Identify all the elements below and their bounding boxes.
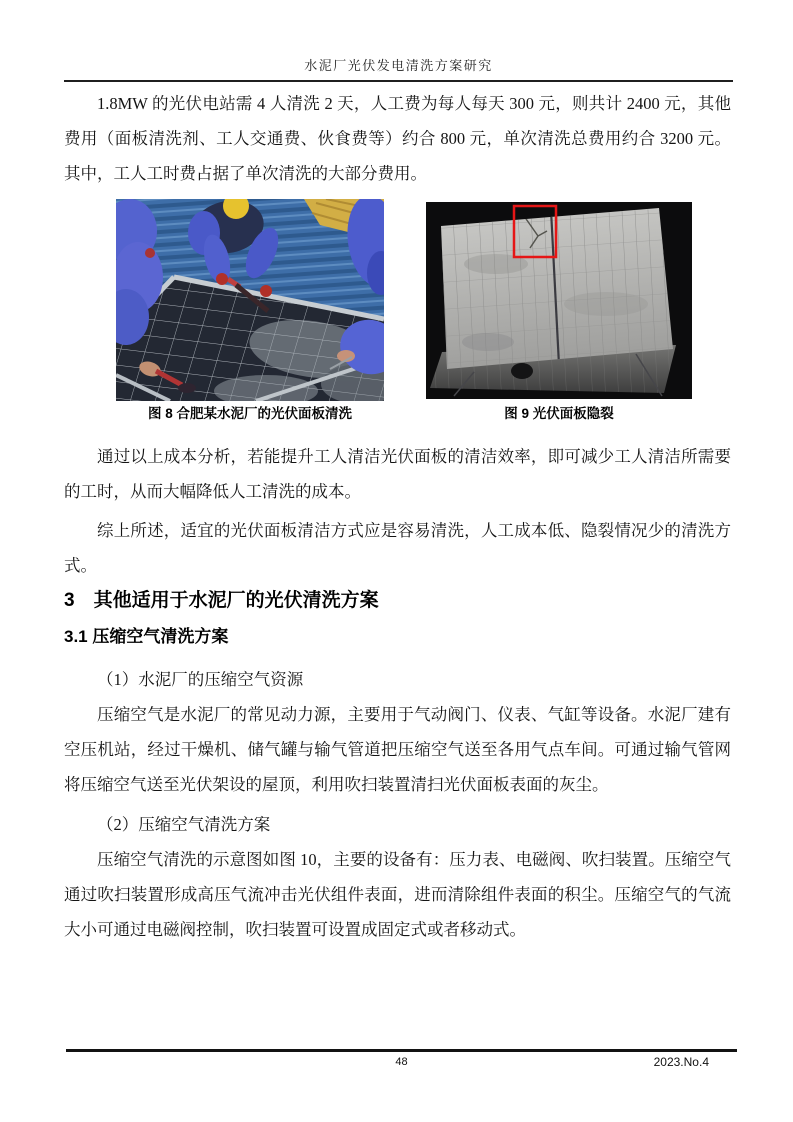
- paragraph-summary: 综上所述，适宜的光伏面板清洁方式应是容易清洗，人工成本低、隐裂情况少的清洗方式。: [64, 521, 731, 575]
- item1-title: （1）水泥厂的压缩空气资源: [97, 670, 304, 689]
- figure-8: [116, 199, 384, 423]
- paragraph-cost: 1.8MW 的光伏电站需 4 人清洗 2 天，人工费为每人每天 300 元，则共计 2400 元，其他费用（面板清洗剂、工人交通费、伙食费等）约合 800 元，单次清洗总费用约合 3200 元。其中，工人工时费占据了单次清洗的大部分费用。: [64, 94, 731, 183]
- paragraph-analysis: 通过以上成本分析，若能提升工人清洁光伏面板的清洁效率，即可减少工人清洁所需要的工时，从而大幅降低人工清洗的成本。: [64, 447, 731, 501]
- paragraph-compressed-air-resource: 压缩空气是水泥厂的常见动力源，主要用于气动阀门、仪表、气缸等设备。水泥厂建有空压机站，经过干燥机、储气罐与输气管道把压缩空气送至各用气点车间。可通过输气管网将压缩空气送至光伏架设的屋顶，利用吹扫装置清扫光伏面板表面的灰尘。: [64, 705, 731, 794]
- figures-row: [116, 199, 731, 423]
- figure8-caption: 图 8 合肥某水泥厂的光伏面板清洗: [147, 406, 352, 421]
- figure9-caption: 图 9 光伏面板隐裂: [504, 406, 614, 421]
- page-number: 48: [395, 1056, 408, 1068]
- running-header: [64, 55, 733, 82]
- figure9-photo: [426, 202, 692, 399]
- page-title: 水泥厂光伏发电清洗方案研究: [304, 58, 493, 73]
- figure8-photo: [116, 199, 384, 401]
- figure-9: [426, 199, 692, 423]
- issue-label: 2023.No.4: [653, 1055, 709, 1069]
- page-footer: [66, 1049, 737, 1069]
- section-heading-3: 3 其他适用于水泥厂的光伏清洗方案: [64, 590, 379, 611]
- page-content: [64, 86, 731, 947]
- debris-blob: [511, 363, 533, 379]
- paragraph-compressed-air-plan: 压缩空气清洗的示意图如图 10，主要的设备有：压力表、电磁阀、吹扫装置。压缩空气通过吹扫装置形成高压气流冲击光伏组件表面，进而清除组件表面的积尘。压缩空气的气流大小可通过电磁阀控制，吹扫装置可设置成固定式或者移动式。: [64, 850, 731, 939]
- subsection-heading-3-1: 3.1 压缩空气清洗方案: [64, 627, 229, 646]
- item2-title: （2）压缩空气清洗方案: [97, 815, 271, 834]
